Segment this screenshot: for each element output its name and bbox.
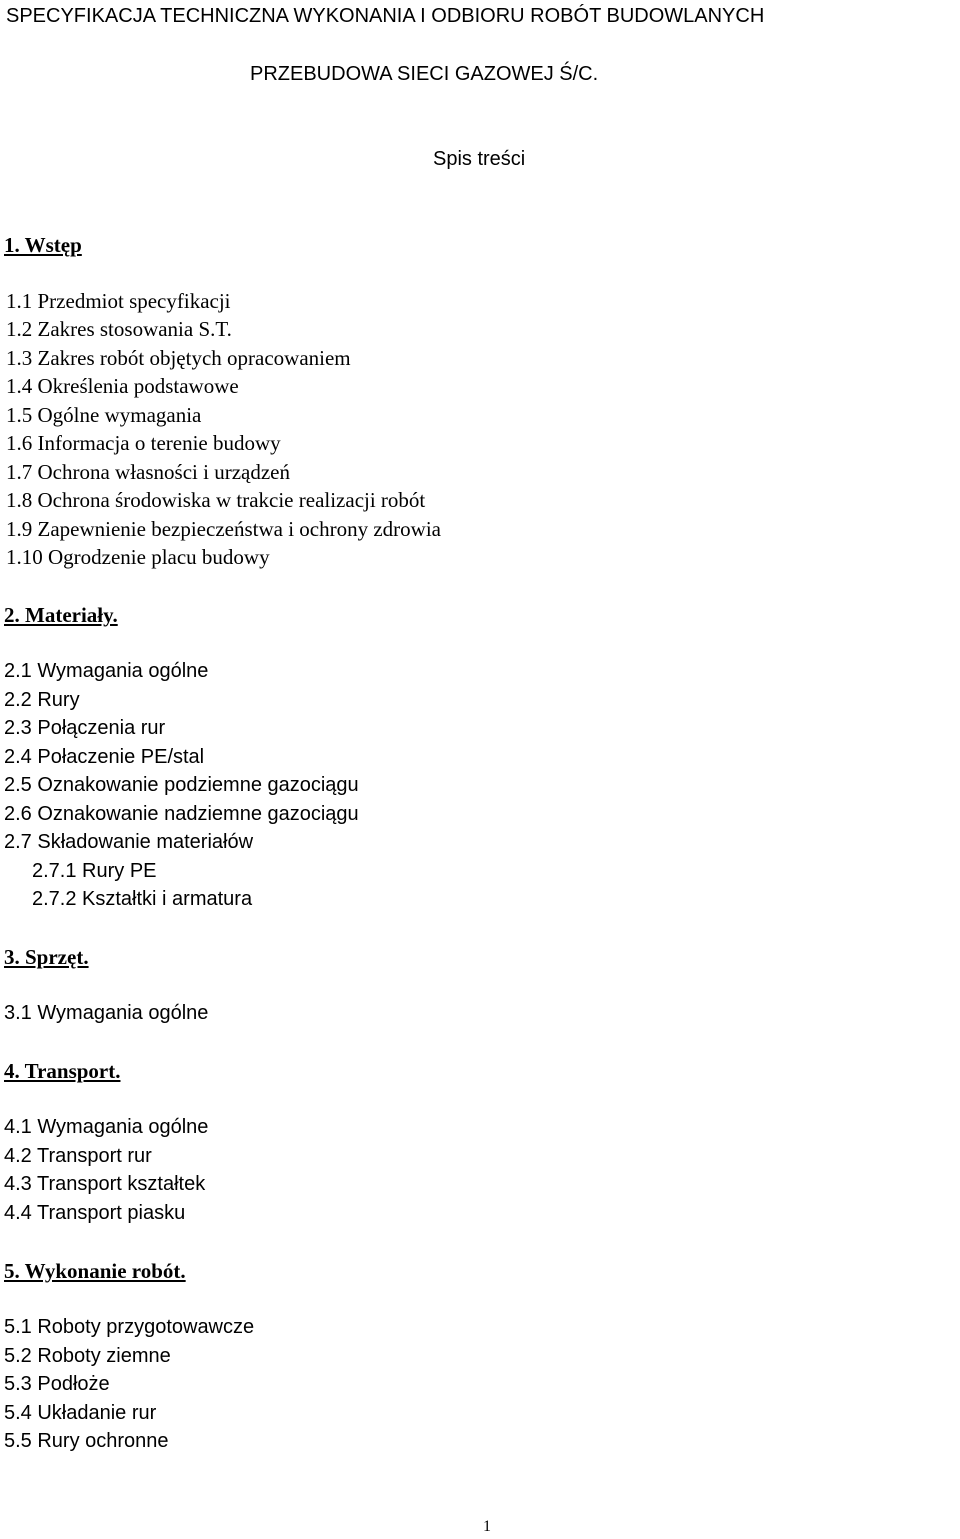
toc-item-4-4: 4.4 Transport piasku [4, 1202, 186, 1224]
toc-item-2-7-1: 2.7.1 Rury PE [32, 860, 157, 882]
toc-item-1-9: 1.9 Zapewnienie bezpieczeństwa i ochrony zdrowia [6, 517, 441, 541]
toc-item-1-10: 1.10 Ogrodzenie placu budowy [6, 545, 270, 569]
toc-item-5-1: 5.1 Roboty przygotowawcze [4, 1316, 255, 1338]
section-heading-2: 2. Materiały. [4, 603, 118, 627]
document-title: SPECYFIKACJA TECHNICZNA WYKONANIA I ODBIORU ROBÓT BUDOWLANYCH [6, 5, 765, 27]
page-number: 1 [483, 1518, 491, 1535]
section-heading-3: 3. Sprzęt. [4, 945, 89, 969]
toc-item-4-3: 4.3 Transport kształtek [4, 1173, 206, 1195]
toc-item-1-1: 1.1 Przedmiot specyfikacji [6, 289, 231, 313]
toc-item-2-1: 2.1 Wymagania ogólne [4, 660, 209, 682]
toc-item-1-6: 1.6 Informacja o terenie budowy [6, 431, 281, 455]
toc-item-1-4: 1.4 Określenia podstawowe [6, 374, 239, 398]
toc-item-2-2: 2.2 Rury [4, 689, 80, 711]
document-subtitle: PRZEBUDOWA SIECI GAZOWEJ Ś/C. [250, 63, 599, 85]
toc-item-5-3: 5.3 Podłoże [4, 1373, 110, 1395]
toc-item-1-8: 1.8 Ochrona środowiska w trakcie realizacji robót [6, 488, 426, 512]
toc-item-1-2: 1.2 Zakres stosowania S.T. [6, 317, 232, 341]
toc-item-5-2: 5.2 Roboty ziemne [4, 1345, 171, 1367]
toc-item-1-3: 1.3 Zakres robót objętych opracowaniem [6, 346, 351, 370]
section-heading-4: 4. Transport. [4, 1059, 121, 1083]
toc-item-2-5: 2.5 Oznakowanie podziemne gazociągu [4, 774, 359, 796]
toc-item-2-6: 2.6 Oznakowanie nadziemne gazociągu [4, 803, 359, 825]
toc-item-3-1: 3.1 Wymagania ogólne [4, 1002, 209, 1024]
toc-item-1-5: 1.5 Ogólne wymagania [6, 403, 202, 427]
section-heading-1: 1. Wstęp [4, 233, 82, 257]
toc-item-2-3: 2.3 Połączenia rur [4, 717, 166, 739]
toc-item-4-1: 4.1 Wymagania ogólne [4, 1116, 209, 1138]
toc-item-5-5: 5.5 Rury ochronne [4, 1430, 169, 1452]
toc-item-2-7: 2.7 Składowanie materiałów [4, 831, 254, 853]
toc-title: Spis treści [433, 148, 526, 170]
toc-item-5-4: 5.4 Układanie rur [4, 1402, 157, 1424]
toc-item-1-7: 1.7 Ochrona własności i urządzeń [6, 460, 290, 484]
toc-item-2-7-2: 2.7.2 Kształtki i armatura [32, 888, 253, 910]
section-heading-5: 5. Wykonanie robót. [4, 1259, 186, 1283]
toc-item-2-4: 2.4 Połaczenie PE/stal [4, 746, 205, 768]
toc-item-4-2: 4.2 Transport rur [4, 1145, 152, 1167]
